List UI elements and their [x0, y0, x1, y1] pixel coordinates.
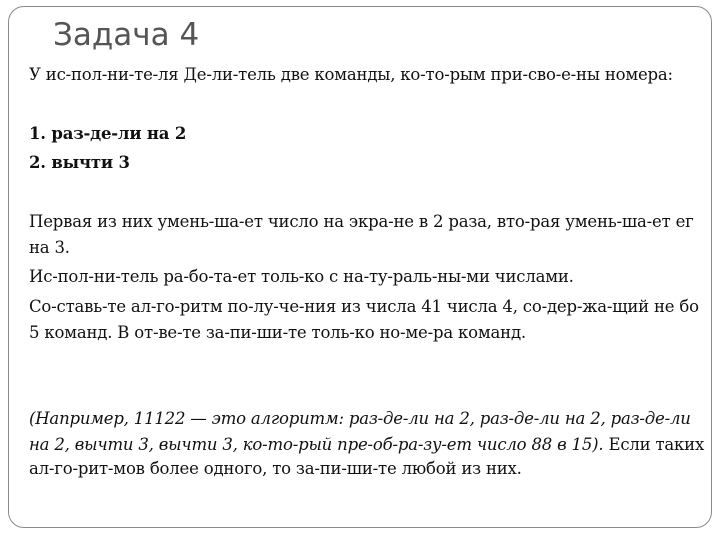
example-line-1: (Например, 11122 — это алгоритм: раз-де-ли на 2, раз-де-ли на 2, раз-де-ли — [29, 409, 691, 428]
slide-frame — [8, 6, 712, 528]
paragraph-3-line-1: Со-ставь-те ал-го-ритм по-лу-че-ния из числа 41 числа 4, со-дер-жа-щий не бо — [29, 297, 699, 316]
paragraph-1-line-1: Первая из них умень-ша-ет число на экра-не в 2 раза, вто-рая умень-ша-ет ег — [29, 212, 694, 231]
paragraph-1-line-2: на 3. — [29, 238, 70, 257]
paragraph-3-line-2: 5 команд. В от-ве-те за-пи-ши-те толь-ко но-ме-ра команд. — [29, 323, 526, 342]
slide-title: Задача 4 — [53, 17, 200, 53]
example-line-2: на 2, вычти 3, вычти 3, ко-то-рый пре-об-ра-зу-ет число 88 в 15). — [29, 435, 604, 454]
example-line-2-tail: Если таких — [608, 435, 705, 454]
example-line-2-wrap — [29, 435, 704, 454]
command-1: 1. раз-де-ли на 2 — [29, 124, 187, 143]
intro-text: У ис-пол-ни-те-ля Де-ли-тель две команды, ко-то-рым при-сво-е-ны номера: — [29, 65, 673, 84]
paragraph-2: Ис-пол-ни-тель ра-бо-та-ет толь-ко с на-ту-раль-ны-ми числами. — [29, 267, 574, 286]
example-line-3: ал-го-рит-мов более одного, то за-пи-ши-те любой из них. — [29, 459, 522, 478]
command-2: 2. вычти 3 — [29, 153, 130, 172]
